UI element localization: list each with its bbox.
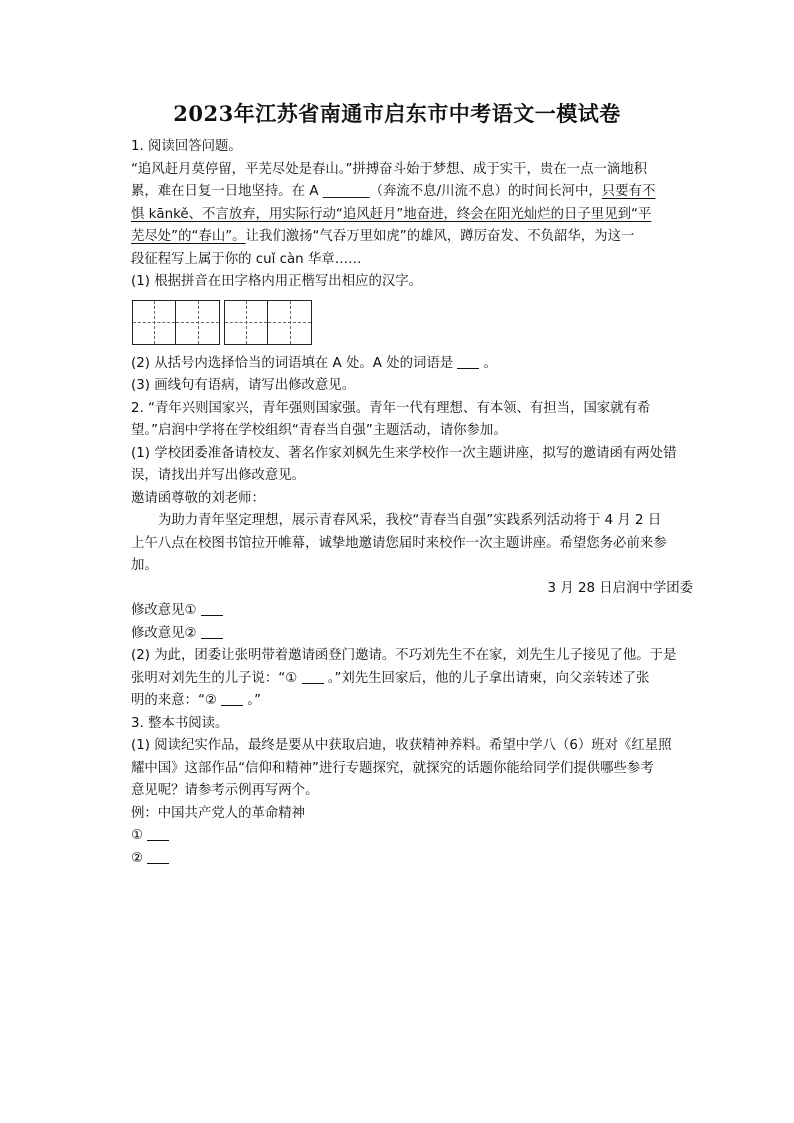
q1-passage-line: “追风赶月莫停留，平芜尽处是春山。”拼搏奋斗始于梦想、成于实干，贵在一点一滴地积 <box>131 161 648 177</box>
letter-body: 上午八点在校图书馆拉开帷幕，诚挚地邀请您届时来校作一次主题讲座。希望您务必前来参 <box>131 535 667 551</box>
q2-fix-2 <box>131 623 693 646</box>
q3-answer-2 <box>131 848 693 871</box>
tianzige-cell[interactable] <box>176 301 219 344</box>
q1-sub2-text: (2) 从括号内选择恰当的词语填在 A 处。A 处的词语是 <box>131 355 458 371</box>
q2-sub1: (1) 学校团委准备请校友、著名作家刘枫先生来学校作一次主题讲座，拟写的邀请函有两处错 <box>131 445 677 461</box>
answer-blank[interactable] <box>147 826 169 841</box>
q1-underlined-sentence: 惧 kānkě、不言放弃，用实际行动“追风赶月”地奋进，终会在阳光灿烂的日子里见到“平 <box>131 206 652 222</box>
q3-sub1: (1) 阅读纪实作品，最终是要从中获取启迪，收获精神养料。希望中学八（6）班对《红星照 <box>131 738 672 753</box>
tianzige-group-kanke <box>132 300 220 345</box>
q1-header: 1. 阅读回答问题。 <box>131 139 242 154</box>
q2-sub2-text: 张明对刘先生的儿子说：“① <box>131 670 302 686</box>
q1-passage-line <box>131 181 693 204</box>
q1-underlined-sentence: 只要有不 <box>601 184 656 199</box>
letter-body: 为助力青年坚定理想，展示青春风采，我校“青春当自强”实践系列活动将于 4 月 2 日 <box>158 513 662 528</box>
q1-passage-line <box>131 226 693 249</box>
q2-sub2: (2) 为此，团委让张明带着邀请函登门邀请。不巧刘先生不在家，刘先生儿子接见了他。于是 <box>131 648 677 663</box>
q2-sub2 <box>131 668 693 691</box>
tianzige-grid <box>132 300 693 345</box>
answer-blank[interactable] <box>457 354 479 369</box>
q3-answer-1 <box>131 825 693 848</box>
answer-blank[interactable] <box>201 624 223 639</box>
q1-passage-line: 段征程写上属于你的 cuǐ càn 华章…… <box>131 251 362 267</box>
q2-header: 望。”启润中学将在学校组织“青春当自强”主题活动，请你参加。 <box>131 423 507 438</box>
answer-blank[interactable] <box>147 849 169 864</box>
fix-label: 修改意见① <box>131 603 201 618</box>
letter-greeting: 邀请函尊敬的刘老师： <box>131 490 265 506</box>
tianzige-cell[interactable] <box>225 301 268 344</box>
q2-sub2-text: 。” <box>243 693 262 708</box>
tianzige-cell[interactable] <box>268 301 311 344</box>
document-body <box>131 136 693 870</box>
q2-header: 2. “青年兴则国家兴，青年强则国家强。青年一代有理想、有本领、有担当，国家就有希 <box>131 400 651 416</box>
letter-signature: 3 月 28 日启润中学团委 <box>547 580 693 596</box>
q3-example: 例：中国共产党人的革命精神 <box>131 805 306 821</box>
q1-passage-text: 让我们激扬“气吞万里如虎”的雄风，蹲厉奋发、不负韶华，为这一 <box>245 229 635 244</box>
tianzige-cell[interactable] <box>133 301 176 344</box>
q2-sub2-text: 明的来意：“② <box>131 693 222 708</box>
answer-label: ② <box>131 850 148 866</box>
q1-passage-line <box>131 204 693 227</box>
letter-body: 加。 <box>131 558 158 573</box>
tianzige-group-cuican <box>224 300 312 345</box>
q3-header: 3. 整本书阅读。 <box>131 715 229 731</box>
q1-passage-text: 累，难在日复一日地坚持。在 A _______（奔流不息/川流不息）的时间长河中， <box>131 184 602 199</box>
page-title: 2023年江苏省南通市启东市中考语文一模试卷 <box>173 101 621 126</box>
q1-underlined-sentence: 芜尽处”的“春山”。 <box>131 229 246 244</box>
q2-sub2-text: 。”刘先生回家后，他的儿子拿出请柬，向父亲转述了张 <box>323 670 650 686</box>
answer-blank[interactable] <box>221 691 243 706</box>
answer-label: ① <box>131 828 148 843</box>
q1-sub1: (1) 根据拼音在田字格内用正楷写出相应的汉字。 <box>131 274 423 289</box>
q2-sub2 <box>131 690 693 713</box>
q2-fix-1 <box>131 600 693 623</box>
q3-sub1: 耀中国》这部作品“信仰和精神”进行专题探究，就探究的话题你能给同学们提供哪些参考 <box>131 760 654 776</box>
answer-blank[interactable] <box>302 669 324 684</box>
q1-sub2-text: 。 <box>479 355 498 371</box>
q2-sub1: 误，请找出并写出修改意见。 <box>131 468 306 483</box>
q1-sub2 <box>131 353 693 376</box>
fix-label: 修改意见② <box>131 625 201 641</box>
answer-blank[interactable] <box>201 601 223 616</box>
q1-sub3: (3) 画线句有语病，请写出修改意见。 <box>131 378 356 393</box>
q3-sub1: 意见呢？请参考示例再写两个。 <box>131 783 319 798</box>
